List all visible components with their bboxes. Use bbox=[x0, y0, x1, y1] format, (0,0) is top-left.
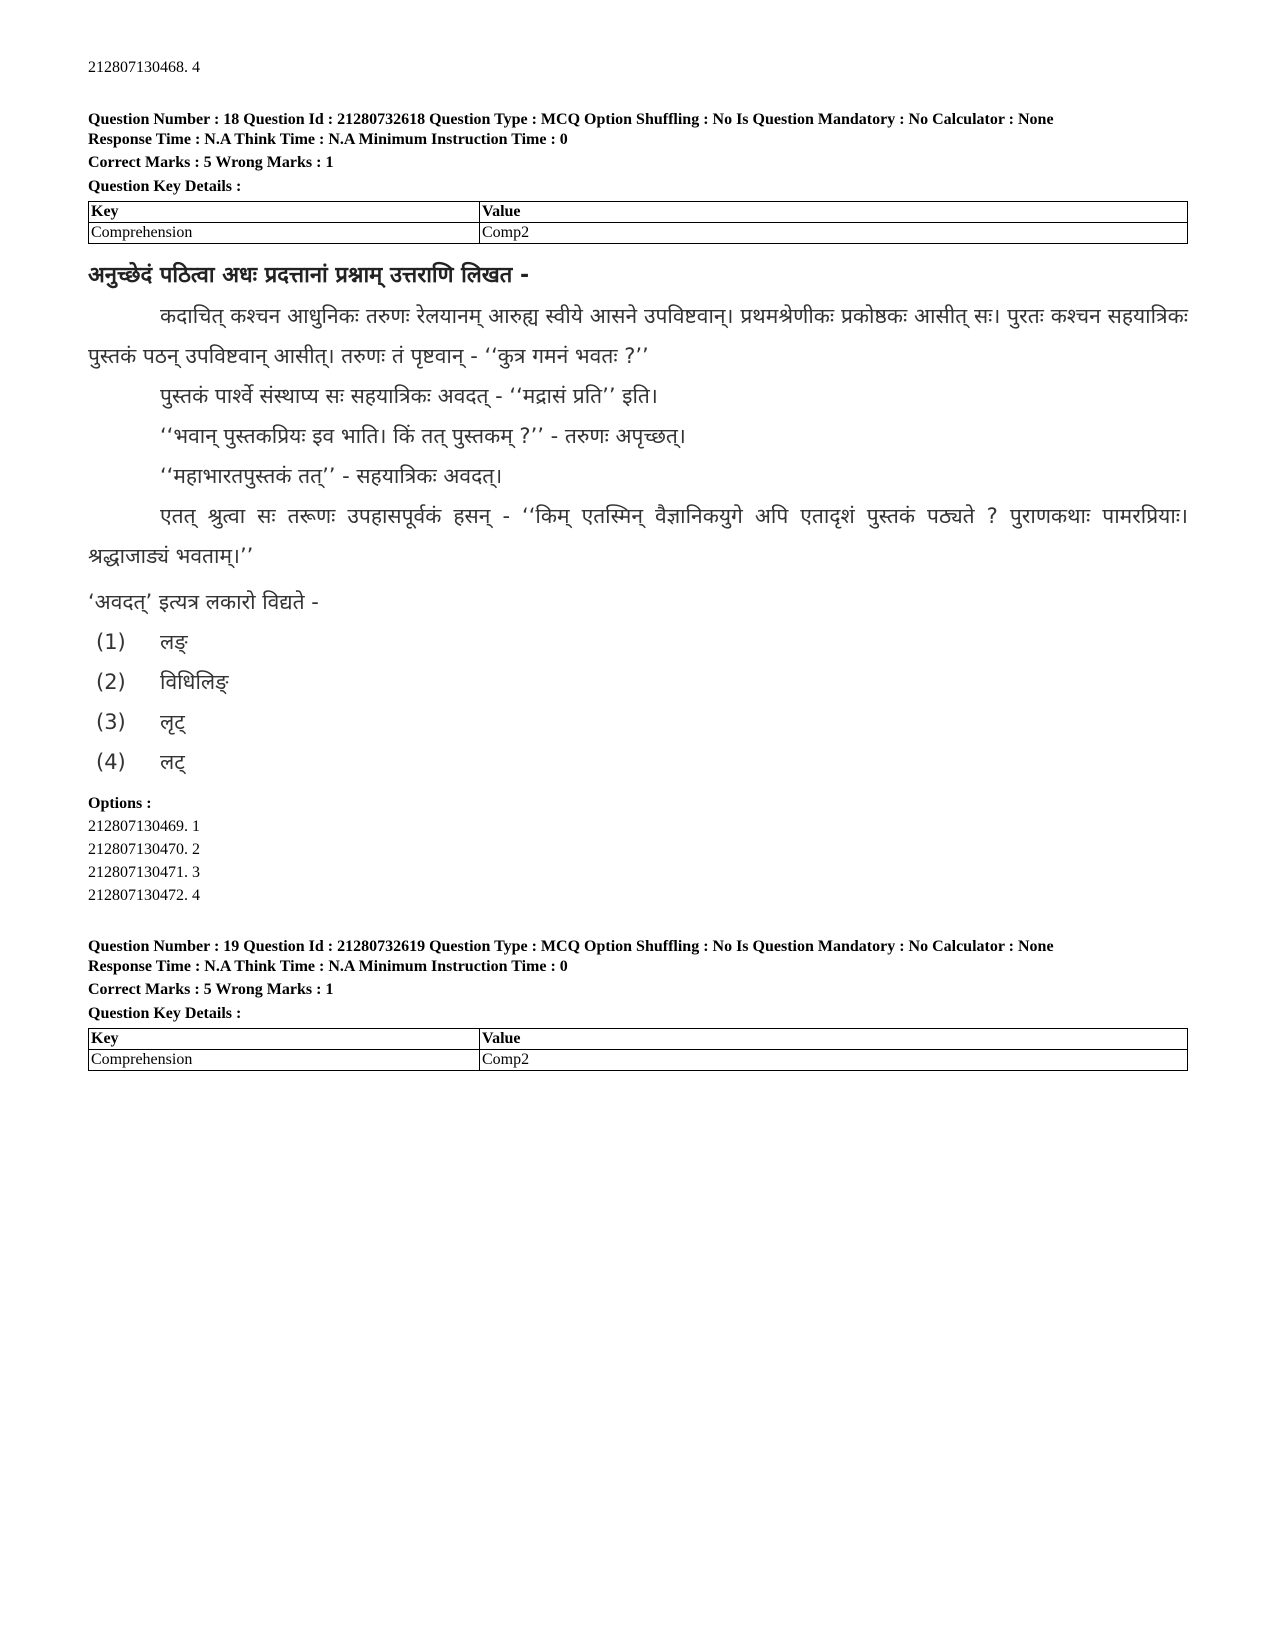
passage-heading: अनुच्छेदं पठित्वा अधः प्रदत्तानां प्रश्नाम् उत्तराणि लिखत - bbox=[88, 263, 530, 288]
choice-number: (2) bbox=[96, 670, 126, 694]
option-id: 212807130472. 4 bbox=[88, 887, 200, 904]
choice-text: लङ् bbox=[160, 630, 188, 654]
question-19-block bbox=[88, 937, 1188, 1071]
question-18-block bbox=[88, 110, 1188, 907]
q19-key-details-label: Question Key Details : bbox=[88, 1005, 242, 1022]
option-id: 212807130471. 3 bbox=[88, 864, 200, 881]
passage-paragraph-5: एतत् श्रुत्वा सः तरूणः उपहासपूर्वकं हसन् - ‘‘किम् एतस्मिन् वैज्ञानिकयुगे अपि एतादृशं पुस्तकं पठ्यते ? पुराणकथाः पामरप्रियाः। श्रद्धाजाड्यं भवताम्।’’ bbox=[88, 504, 1188, 568]
choice-item bbox=[88, 702, 1188, 742]
table-header-row bbox=[89, 202, 1188, 223]
q19-meta-line1: Question Number : 19 Question Id : 21280732619 Question Type : MCQ Option Shuffling : No Is Question Mandatory : No Calculator : None bbox=[88, 938, 1054, 955]
choice-text: लृट् bbox=[160, 710, 185, 734]
passage-paragraph-4: ‘‘महाभारतपुस्तकं तत्’’ - सहयात्रिकः अवदत्। bbox=[160, 464, 503, 488]
q18-marks: Correct Marks : 5 Wrong Marks : 1 bbox=[88, 154, 334, 171]
choice-item bbox=[88, 742, 1188, 782]
value-header: Value bbox=[480, 202, 1188, 223]
option-id: 212807130470. 2 bbox=[88, 841, 200, 858]
choice-number: (3) bbox=[96, 710, 126, 734]
document-page bbox=[88, 56, 1188, 1071]
choice-text: लट् bbox=[160, 750, 185, 774]
table-row bbox=[89, 1050, 1188, 1071]
choice-number: (1) bbox=[96, 630, 126, 654]
key-header: Key bbox=[89, 202, 480, 223]
q19-key-table bbox=[88, 1028, 1188, 1071]
table-header-row bbox=[89, 1029, 1188, 1050]
choice-number: (4) bbox=[96, 750, 126, 774]
q18-key-table bbox=[88, 201, 1188, 244]
choice-item bbox=[88, 662, 1188, 702]
option-id: 212807130469. 1 bbox=[88, 818, 200, 835]
value-header: Value bbox=[480, 1029, 1188, 1050]
key-header: Key bbox=[89, 1029, 480, 1050]
key-cell: Comprehension bbox=[89, 1050, 480, 1071]
previous-option-id: 212807130468. 4 bbox=[88, 59, 200, 76]
key-cell: Comprehension bbox=[89, 223, 480, 244]
value-cell: Comp2 bbox=[480, 1050, 1188, 1071]
passage-paragraph-1: कदाचित् कश्चन आधुनिकः तरुणः रेलयानम् आरुह्य स्वीये आसने उपविष्टवान्। प्रथमश्रेणीकः प्रकोष्ठकः आसीत् सः। पुरतः कश्चन सहयात्रिकः पुस्तकं पठन् उपविष्टवान् आसीत्। तरुणः तं पृष्टवान् - ‘‘कुत्र गमनं भवतः ?’’ bbox=[88, 304, 1188, 368]
passage-paragraph-2: पुस्तकं पार्श्वे संस्थाप्य सः सहयात्रिकः अवदत् - ‘‘मद्रासं प्रति’’ इति। bbox=[160, 384, 658, 408]
q18-key-details-label: Question Key Details : bbox=[88, 178, 242, 195]
choice-item bbox=[88, 622, 1188, 662]
value-cell: Comp2 bbox=[480, 223, 1188, 244]
question-text: ‘अवदत्’ इत्यत्र लकारो विद्यते - bbox=[88, 590, 319, 614]
table-row bbox=[89, 223, 1188, 244]
q18-meta-line2: Response Time : N.A Think Time : N.A Minimum Instruction Time : 0 bbox=[88, 131, 568, 148]
q19-marks: Correct Marks : 5 Wrong Marks : 1 bbox=[88, 981, 334, 998]
passage-paragraph-3: ‘‘भवान् पुस्तकप्रियः इव भाति। किं तत् पुस्तकम् ?’’ - तरुणः अपृच्छत्। bbox=[160, 424, 686, 448]
q19-meta-line2: Response Time : N.A Think Time : N.A Minimum Instruction Time : 0 bbox=[88, 958, 568, 975]
choice-text: विधिलिङ् bbox=[160, 670, 229, 694]
options-label: Options : bbox=[88, 795, 152, 812]
question-scan-image bbox=[88, 256, 1188, 782]
options-list bbox=[88, 792, 1188, 907]
q18-meta-line1: Question Number : 18 Question Id : 21280732618 Question Type : MCQ Option Shuffling : No Is Question Mandatory : No Calculator : None bbox=[88, 111, 1054, 128]
